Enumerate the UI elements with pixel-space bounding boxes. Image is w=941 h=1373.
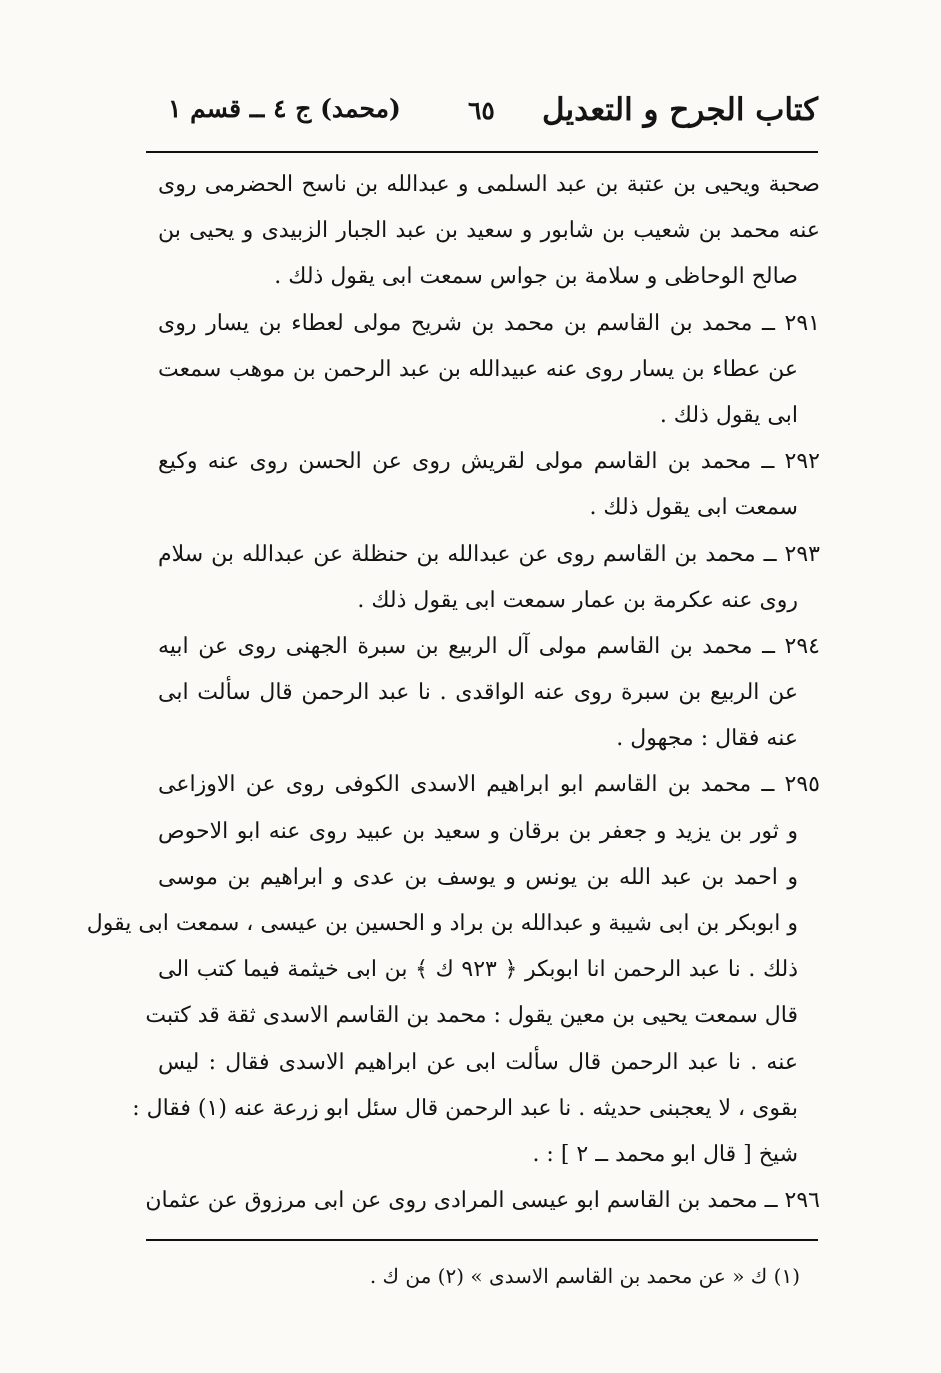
- entry-291-line: ٢٩١ ــ محمد بن القاسم بن محمد بن شريح مولى لعطاء بن يسار روى: [158, 310, 820, 336]
- text-line: عنه فقال : مجهول .: [616, 726, 798, 752]
- text-line: شيخ [ قال ابو محمد ــ ٢ ] : .: [532, 1141, 798, 1167]
- entry-293-line: ٢٩٣ ــ محمد بن القاسم روى عن عبدالله بن حنظلة عن عبدالله بن سلام: [158, 541, 820, 567]
- text-line: و احمد بن عبد الله بن يونس و يوسف بن عدى و ابراهيم بن موسى: [158, 864, 798, 890]
- footnote: (١) ك « عن محمد بن القاسم الاسدى » (٢) من ك .: [369, 1264, 800, 1288]
- volume-label: (محمد) ج ٤ ــ قسم ١: [168, 94, 401, 123]
- text-line: و ابوبكر بن ابى شيبة و عبدالله بن براد و الحسين بن عيسى ، سمعت ابى يقول: [86, 911, 798, 936]
- text-line: و ثور بن يزيد و جعفر بن برقان و سعيد بن عبيد روى عنه ابو الاحوص: [158, 818, 798, 844]
- text-line: عن عطاء بن يسار روى عنه عبيدالله بن عبد الرحمن بن موهب سمعت: [158, 356, 798, 382]
- running-header: [168, 92, 818, 144]
- text-line: عن الربيع بن سبرة روى عنه الواقدى . نا عبد الرحمن قال سألت ابى: [158, 680, 798, 706]
- entry-294-line: ٢٩٤ ــ محمد بن القاسم مولى آل الربيع بن سبرة الجهنى روى عن ابيه: [158, 633, 820, 659]
- entry-295-line: ٢٩٥ ــ محمد بن القاسم ابو ابراهيم الاسدى الكوفى روى عن الاوزاعى: [158, 772, 820, 798]
- footnote-rule: [146, 1239, 818, 1241]
- entry-292-line: ٢٩٢ ــ محمد بن القاسم مولى لقريش روى عن الحسن روى عنه وكيع: [158, 449, 820, 475]
- body-text: [86, 162, 820, 1224]
- book-title: كتاب الجرح و التعديل: [541, 92, 818, 128]
- header-rule: [146, 151, 818, 153]
- text-line: صحبة ويحيى بن عتبة بن عبد السلمى و عبدالله بن ناسح الحضرمى روى: [158, 172, 820, 197]
- entry-296-line: ٢٩٦ ــ محمد بن القاسم ابو عيسى المرادى روى عن ابى مرزوق عن عثمان: [145, 1188, 820, 1214]
- text-line: ابى يقول ذلك .: [659, 402, 798, 428]
- text-line: صالح الوحاظى و سلامة بن جواس سمعت ابى يقول ذلك .: [274, 264, 798, 290]
- text-line: بقوى ، لا يعجبنى حديثه . نا عبد الرحمن قال سئل ابو زرعة عنه (١) فقال :: [132, 1095, 798, 1121]
- text-line: عنه محمد بن شعيب بن شابور و سعيد بن عبد الجبار الزبيدى و يحيى بن: [158, 218, 820, 244]
- text-line: سمعت ابى يقول ذلك .: [589, 495, 798, 521]
- text-line: قال سمعت يحيى بن معين يقول : محمد بن القاسم الاسدى ثقة قد كتبت: [145, 1003, 798, 1029]
- text-line: عنه . نا عبد الرحمن قال سألت ابى عن ابراهيم الاسدى فقال : ليس: [158, 1049, 798, 1075]
- text-line: روى عنه عكرمة بن عمار سمعت ابى يقول ذلك .: [357, 587, 798, 613]
- page-number: ٦٥: [468, 96, 495, 125]
- text-line: ذلك . نا عبد الرحمن انا ابوبكر ﴿ ٩٢٣ ك ﴾ بن ابى خيثمة فيما كتب الى: [158, 957, 798, 983]
